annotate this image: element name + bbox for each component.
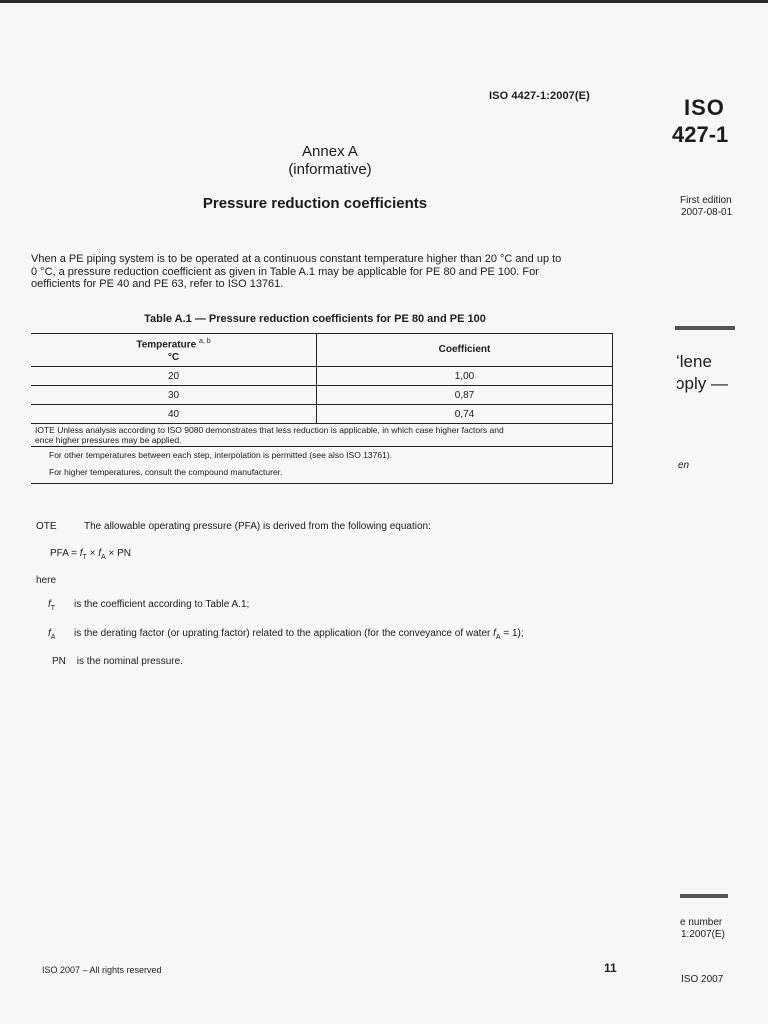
scan-top-edge	[0, 0, 768, 3]
table-note-line: IOTE Unless analysis according to ISO 9080 demonstrates that less reduction is applicable, in which case higher factors and	[35, 425, 504, 435]
margin-footer: ISO 2007	[681, 974, 724, 985]
note-label: OTE	[36, 521, 57, 532]
equation-operator: × PN	[105, 548, 131, 559]
equation-operator: ×	[86, 548, 99, 559]
section-title: Pressure reduction coefficients	[202, 195, 428, 212]
coefficient-cell: 0,87	[317, 386, 613, 405]
table-footnotes-row	[31, 447, 613, 484]
coefficient-cell: 0,74	[317, 405, 613, 424]
coefficient-cell: 1,00	[317, 367, 613, 386]
definition-text: is the coefficient according to Table A.1;	[74, 599, 250, 610]
definition-fa	[48, 628, 524, 641]
footer-copyright: ISO 2007 – All rights reserved	[42, 965, 162, 975]
margin-iso-label: ISO	[684, 95, 725, 120]
intro-line: Vhen a PE piping system is to be operated at a continuous constant temperature higher than 20 °C and up to	[31, 253, 562, 265]
intro-paragraph	[31, 253, 613, 291]
symbol-subscript: A	[50, 634, 56, 641]
table-row	[31, 405, 613, 424]
equation-subscript: A	[101, 554, 106, 561]
temperature-header	[31, 334, 317, 367]
footnote-a: For other temperatures between each step, interpolation is permitted (see also ISO 13761).	[49, 450, 393, 460]
equation-f-symbol: f	[98, 548, 101, 559]
intro-line: 0 °C, a pressure reduction coefficient as given in Table A.1 may be applicable for PE 80 and PE 100. For	[31, 265, 539, 278]
definition-pn	[52, 656, 183, 667]
definition-symbol	[48, 628, 74, 641]
where-label: here	[36, 575, 57, 586]
margin-rule	[675, 326, 735, 330]
symbol-letter: f	[48, 628, 51, 639]
temperature-unit: °C	[167, 351, 180, 363]
temperature-footnote-marks: a, b	[198, 338, 211, 346]
equation-lhs: PFA =	[50, 548, 77, 559]
temperature-cell: 40	[31, 405, 317, 424]
table-footnotes	[31, 447, 613, 484]
table-note-line: ence higher pressures may be applied.	[35, 435, 182, 445]
temperature-cell: 30	[31, 386, 317, 405]
table-row	[31, 386, 613, 405]
margin-title-fragment: ʻlene	[676, 352, 712, 371]
definition-text-end: = 1);	[500, 628, 524, 639]
coefficient-table	[31, 333, 613, 484]
temperature-label: Temperature	[136, 339, 197, 351]
annex-subtitle: (informative)	[288, 161, 372, 178]
definition-ft	[48, 599, 249, 612]
definition-symbol	[48, 599, 74, 612]
definition-symbol: PN	[52, 656, 66, 667]
equation-f-symbol: f	[79, 548, 83, 559]
document-reference: ISO 4427-1:2007(E)	[489, 90, 590, 102]
definition-text: is the nominal pressure.	[76, 656, 183, 667]
inline-subscript: A	[495, 634, 501, 641]
table-caption: Table A.1 — Pressure reduction coefficients for PE 80 and PE 100	[144, 313, 486, 325]
margin-title-fragment: ɔply —	[676, 374, 728, 393]
page-number: 11	[604, 961, 617, 975]
note-paragraph	[36, 521, 431, 532]
margin-edition: First edition	[680, 195, 732, 206]
note-text: The allowable operating pressure (PFA) is derived from the following equation:	[84, 521, 431, 532]
margin-language-fragment: en	[678, 460, 690, 471]
table-header-row	[31, 334, 613, 367]
equation-subscript: T	[82, 554, 87, 561]
temperature-cell: 20	[31, 367, 317, 386]
intro-line: oefficients for PE 40 and PE 63, refer to ISO 13761.	[31, 278, 284, 290]
coefficient-header: Coefficient	[317, 334, 613, 367]
symbol-subscript: T	[50, 605, 56, 612]
pfa-equation	[50, 548, 131, 561]
margin-reference-label: e number	[680, 917, 723, 928]
table-row	[31, 367, 613, 386]
margin-rule	[680, 894, 728, 898]
definition-text: is the derating factor (or uprating factor) related to the application (for the conveyance of water	[74, 628, 491, 639]
table-note	[31, 424, 613, 447]
inline-symbol: f	[493, 628, 496, 639]
footnote-b: For higher temperatures, consult the compound manufacturer.	[49, 467, 283, 477]
symbol-letter: f	[48, 599, 51, 610]
table-note-row	[31, 424, 613, 447]
margin-edition-date: 2007-08-01	[681, 207, 733, 218]
margin-reference-number: 1:2007(E)	[681, 929, 725, 940]
margin-standard-number: 427-1	[672, 122, 729, 147]
annex-title: Annex A	[302, 143, 358, 160]
